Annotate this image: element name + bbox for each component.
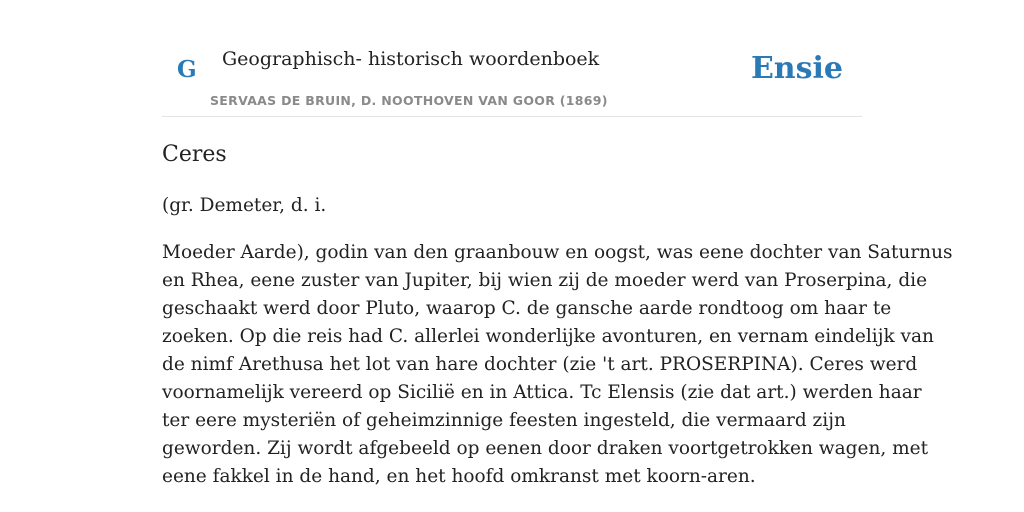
book-title[interactable]: Geographisch- historisch woordenboek — [222, 48, 600, 70]
entry-body-line: en Rhea, eene zuster van Jupiter, bij wien zij de moeder werd van Proserpina, die — [162, 270, 928, 291]
entry-title: Ceres — [162, 142, 227, 167]
entry-body-line: zoeken. Op die reis had C. allerlei wonderlijke avonturen, en vernam eindelijk van — [162, 326, 934, 347]
entry-intro: (gr. Demeter, d. i. — [162, 195, 327, 216]
entry-body-line: Moeder Aarde), godin van den graanbouw en oogst, was eene dochter van Saturnus — [162, 242, 953, 263]
entry-body-line: eene fakkel in de hand, en het hoofd omkranst met koorn-aren. — [162, 466, 756, 487]
entry-body-line: geschaakt werd door Pluto, waarop C. de gansche aarde rondtoog om haar te — [162, 298, 892, 319]
entry-body-line: ter eere mysteriën of geheimzinnige feesten ingesteld, die vermaard zijn — [162, 410, 846, 431]
entry-body — [162, 239, 953, 491]
dictionary-letter[interactable]: G — [177, 56, 197, 83]
entry-body-line: voornamelijk vereerd op Sicilië en in Attica. Tc Elensis (zie dat art.) werden haar — [162, 382, 922, 403]
entry-body-line: de nimf Arethusa het lot van hare dochter (zie 't art. PROSERPINA). Ceres werd — [162, 354, 918, 375]
header — [162, 0, 862, 117]
entry-body-line: geworden. Zij wordt afgebeeld op eenen door draken voortgetrokken wagen, met — [162, 438, 929, 459]
book-authors: SERVAAS DE BRUIN, D. NOOTHOVEN VAN GOOR (1869) — [210, 93, 608, 108]
ensie-logo[interactable]: Ensie — [750, 51, 843, 86]
